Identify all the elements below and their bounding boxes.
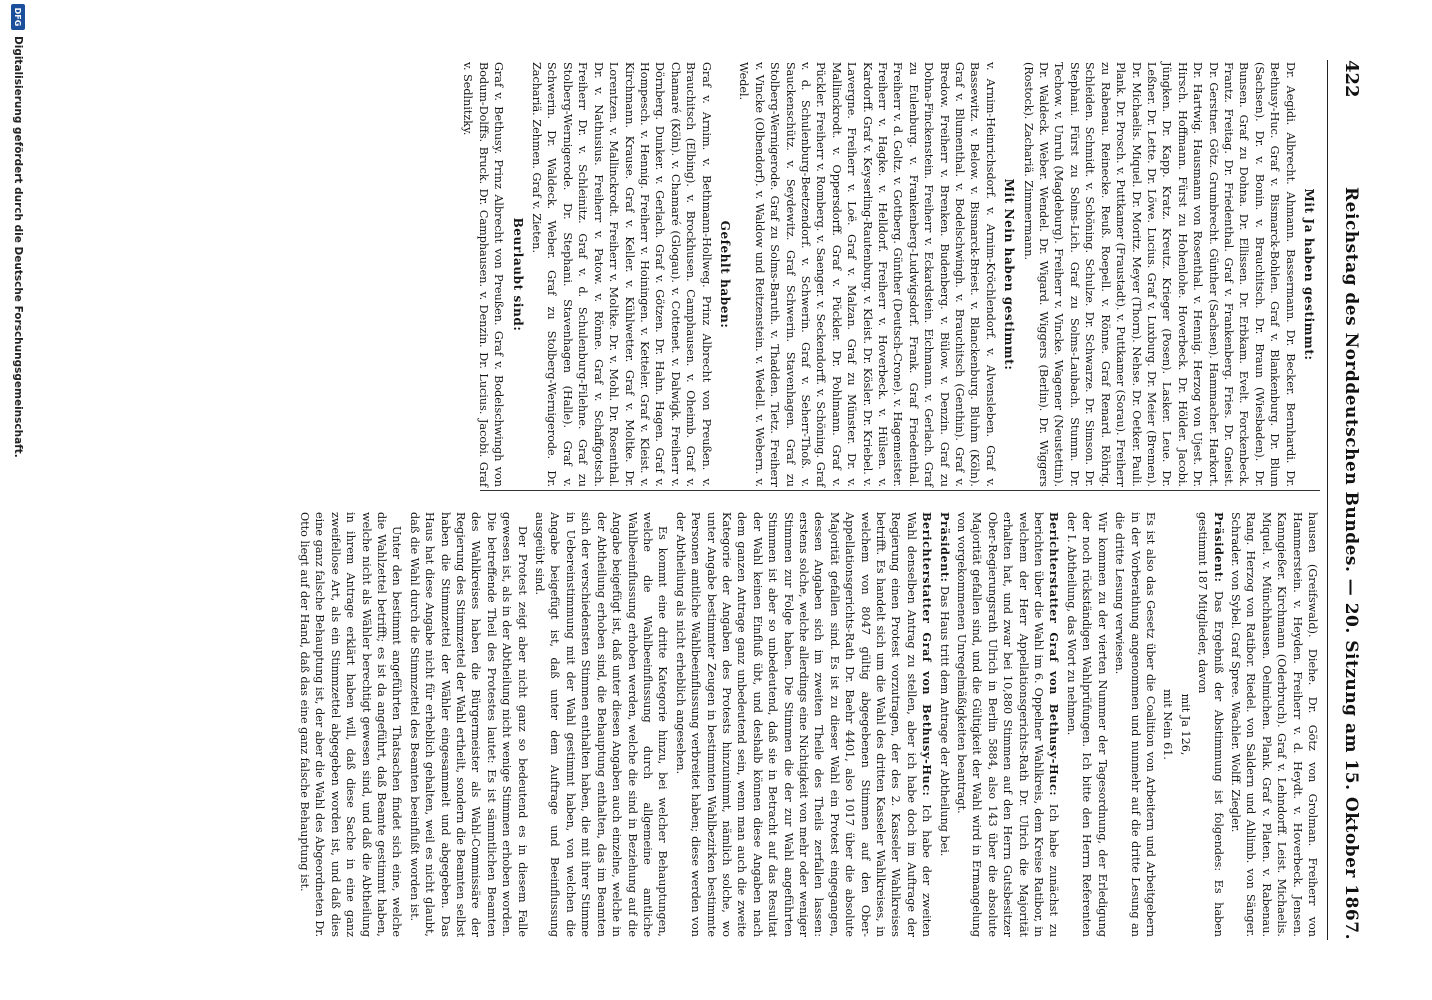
paragraph xyxy=(672,512,934,937)
section-heading: Mit Ja haben gestimmt: xyxy=(1302,188,1316,361)
digitization-footer xyxy=(6,0,30,1000)
speaker-label: Berichterstatter Graf von Bethusy-Huc: xyxy=(1047,512,1062,797)
paragraph xyxy=(529,62,714,487)
paragraph-text: Der Protest zeigt aber nicht ganz so bedeutend es in diesem Falle gewesen ist, als in der Abtheilung nicht wenige Stimmen erhoben worden. Die betreffende Theil des Protestes lautet: Es ist sämmtlichen Beamten des Wahlkreises haben die Bürgermeister als Wahl-Commissäre der Regierung des Stimmzettel der Wahl ertheilt, sondern die Beamten selbst haben die Stimmzettel der Wähler eingesammelt und abgegeben. Das Haus hat diese Angabe nicht für erheblich gehalten, weil es nicht glaubt, daß die Wahl durch die Stimmzettel des Beamten beeinflußt worden ist. xyxy=(407,512,529,937)
paragraph xyxy=(954,512,1062,937)
paragraph-text: Graf v. Bethusy. Prinz Albrecht von Preußen. Graf v. Bodelschwingh von Bodum-Dolffs. Bruck. Dr. Camphausen. v. Denzin. Dr. Lucius. Jacobi. Graf v. Sedlnitzky. xyxy=(461,62,506,487)
paragraph xyxy=(406,512,529,937)
paragraph-text: Wir kommen zu der vierten Nummer der Tagesordnung, der Erledigung der noch rückständigen Wahlprüfungen. Ich bitte den Herrn Referenten der I. Abtheilung, das Wort zu nehmen. xyxy=(1064,512,1109,937)
footer-note-text: Digitalisierung gefördert durch die Deutsche Forschungsgemeinschaft. xyxy=(12,36,24,458)
speaker-label: Präsident: xyxy=(1211,512,1226,583)
vote-count-line: mit Nein 61. xyxy=(1161,689,1175,760)
dfg-logo-icon: DFG xyxy=(11,4,25,30)
left-column xyxy=(461,62,1320,487)
paragraph xyxy=(936,512,951,937)
page-number: 422 xyxy=(1341,60,1362,98)
vote-count-line: mit Ja 126, xyxy=(1178,693,1192,756)
paragraph xyxy=(736,62,998,487)
paragraph-text: Ich habe zunächst zu berichten über die Wahl im 6. Oppelner Wahlkreis, dem Kreise Ratibor, in welchem der Herr Appellationsgerichts-Rath Dr. Ulrich die Majorität erhalten hat, und zwar bei 10,880 Stimmen auf den Herrn Gutsbesitzer Ober-Regierungsrath Ulrich in Berlin 5884, also 143 über die absolute Majorität gefallen sind, und die Gültigkeit der Wahl wird in Ermangelung von vorgekommenen Unregelmäßigkeiten beantragt. xyxy=(955,512,1061,938)
right-column xyxy=(298,512,1320,938)
paragraph xyxy=(297,512,405,937)
paragraph-text: Ich habe der zweiten Wahl denselben Antrag zu stellen, aber ich habe doch im Auftrage der Regierung einen Protest vorzutragen, der des 2. Kasseler Wahlkreises betrifft. Es handelt sich um die Wahl des dritten Kasseler Wahlkreises, in welchem von 8047 gültig abgegebenen Stimmen auf den Ober-Appellationsgerichts-Rath Dr. Baehr 4401, also 1017 über die absolute Majorität gefallen sind. Es ist zu dieser Wahl ein Protest eingegangen, dessen Angaben sich im zweiten Theile des Theils zerfallen lassen: erstens solche, welche allerdings eine Nichtigkeit von mehr oder weniger Stimmen zur Folge haben. Die Stimmen die der zur Wahl angeführten Stimmen ist aber so unbedeutend, daß sie in Betracht auf das Resultat der Wahl keinen Einfluß übt, und deshalb können diese Angaben nach dem ganzen Antrage ganz unbedeutend sein, wenn man auch die zweite Kategorie der Angaben des Protests hinzunimmt, nämlich solche, wo unter Angabe bestimmter Zeugen in bestimmten Wahlbezirken bestimmte Personen amtliche Wahlbeeinflussung verbreitet haben; diese werden von der Abtheilung als nicht erheblich angesehen. xyxy=(673,512,934,938)
column-divider xyxy=(480,490,1320,491)
paragraph xyxy=(1112,512,1158,937)
paragraph xyxy=(1064,512,1110,937)
paragraph-text: Unter den bestimmt angeführten Thatsachen findet sich eine, welche die Wahlzettel betrifft; es ist da angeführt, daß Beamte gestimmt haben, welche nicht als Wähler berechtigt gewesen sind, und daß die Abtheilung in ihrem Antrage erklärt haben will, daß diese Sache in eine ganz zweifellose Art, als ein Stimmzettel abgegeben worden ist, und daß dies eine ganz falsche Behauptung ist, der aber die Wahl des Abgeordneten Dr. Otto liegt auf der Hand, daß das eine ganz falsche Behauptung ist. xyxy=(298,512,404,937)
paragraph xyxy=(532,512,671,937)
paragraph xyxy=(1228,512,1320,937)
speaker-label: Berichterstatter Graf von Bethusy-Huc: xyxy=(920,512,935,797)
section-heading: Gefehlt haben: xyxy=(717,220,732,329)
paragraph-text: Es kommt eine dritte Kategorie hinzu, bei welcher Behauptungen, welche die Wahlbeeinflussung durch allgemeine amtliche Wahlbeeinflussung erhoben werden, welche die sind in Beziehung auf die Angabe beigefügt ist, daß unter diesen Angaben auch einzelne, welche in der Abtheilung erhoben sind, die Behauptung enthalten, das im Beamten sich der verschiedensten Stimmen enthalten haben, die mit ihrer Stimme in Uebereinstimmung mit der Wahl gestimmt haben, von welchen die Angabe beigefügt ist, daß unter dem Auftrage und Beeinflussung ausgeübt sind. xyxy=(533,512,670,937)
paragraph xyxy=(1195,512,1226,937)
paragraph-text: v. Arnim-Heinrichsdorf. v. Arnim-Kröchlendorf. v. Alvensleben. Graf v. Bassewitz. v. Below. v. Bismarck-Briest. v. Blanckenburg. Bluhm (Köln). Graf v. Blumenthal. v. Bodelschwingh. v. Brauchitsch (Genthin). Graf v. Bredow. Freiherr v. Brenken. Budenberg. v. Bülow. v. Denzin. Graf zu Dohna-Finckenstein. Freiherr v. Eckardstein. Eichmann. v. Gerlach. Graf zu Eulenburg. v. Frankenberg-Ludwigsdorf. Frank. Graf Friedenthal. Freiherr v. d. Goltz. v. Gottberg. Günther (Deutsch-Crone). v. Hagemeister. Freiherr v. Hagke. v. Helldorf. Freiherr v. Hoverbeck. v. Hülsen. v. Kardorff. Graf v. Keyserling-Rautenburg. v. Kleist. Dr. Kösler. Dr. Kriebel. v. Lavergne. Freiherr v. Loë. Graf v. Malzan. Graf zu Münster. Dr. v. Mallinckrodt. v. Oppersdorff. Graf v. Pückler. Dr. Pohlmann. Graf v. Pückler. Freiherr v. Romberg. v. Saenger. v. Seckendorff. v. Schöning. Graf v. d. Schulenburg-Beetzendorf. v. Schwerin. Graf v. Seherr-Thoß. v. Sauckenschütz. v. Seydewitz. Graf Schwerin. Stavenhagen. Graf zu Stolberg-Wernigerode. Graf zu Solms-Baruth. v. Thadden. Tietz. Freiherr v. Vincke (Olbendorf). v. Waldow und Reitzenstein. v. Wedell. v. Webern. v. Wedel. xyxy=(737,62,997,487)
page-header xyxy=(1327,60,1362,940)
speaker-label: Präsident: xyxy=(937,512,952,583)
paragraph-text: Dr. Aegidi. Albrecht. Ahmann. Bassermann. Dr. Becker. Bernhardi. Dr. Bethusy-Huc. Graf v. Bismarck-Bohlen. Graf v. Blankenburg. Dr. Blum (Sachsen). Dr. v. Bonin. v. Brauchitsch. Dr. Braun (Wiesbaden). Dr. Bunsen. Graf zu Dohna. Dr. Ellissen. Dr. Erbkam. Evelt. Forckenbeck. Frantz. Freitag. Dr. Friedenthal. Graf v. Frankenberg. Fries. Dr. Gneist. Dr. Gerstner. Götz. Grumbrecht. Günther (Sachsen). Hammacher. Harkort. Dr. Hartwig. Hausmann von Rosenthal. v. Hennig. Herzog von Ujest. Dr. Hirsch. Hoffmann. Fürst zu Hohenlohe. Hoverbeck. Dr. Hölder. Jacobi. Jüngken. Dr. Kapp. Kratz. Kreutz. Krieger (Posen). Lasker. Leue. Dr. Leßner. Dr. Lette. Dr. Löwe. Lucius. Graf v. Luxburg. Dr. Meier (Bremen). Dr. Michaelis. Miquel. Dr. Moritz. Meyer (Thorn). Nehse. Dr. Oetker. Pauli. Plank. Dr. Prosch. v. Puttkamer (Fraustadt). v. Puttkamer (Sorau). Freiherr zu Rabenau. Reinecke. Reuß. Roepell. v. Rönne. Graf Renard. Röhrig. Schleiden. Schmidt. v. Schöning. Schulze. Dr. Schwarze. Dr. Simson. Dr. Stephani. Fürst zu Solms-Lich. Graf zu Solms-Laubach. Stumm. Dr. Techow. v. Unruh (Magdeburg). Freiherr v. Vincke. Wagener (Neustettin). Dr. Waldeck. Weber. Wendel. Dr. Wigard. Wiggers (Berlin). Dr. Wiggers (Rostock). Zachariä. Zimmermann. xyxy=(1021,62,1297,487)
paragraph-text: Das Ergebniß der Abstimmung ist folgendes: Es haben gestimmt 187 Mitglieder, davon xyxy=(1196,512,1225,937)
paragraph xyxy=(1020,62,1297,487)
section-heading: Beurlaubt sind: xyxy=(510,217,525,332)
paragraph-text: hausen (Greifswald). Diehe. Dr. Götz von Grolman. Freiherr von Hammerstein. v. Heyden. Freiherr v. d. Heydt. v. Hoverbeck. Jensen. Kanngießer. Kirchmann (Oderbruch). Graf v. Lehndorff. Leist. Michaelis. Miquel. v. Münchhausen. Oelmichen. Plank. Graf v. Platen. v. Rabenau. Rang. Herzog von Ratibor. Riedel. von Saldern und Ahlimb. von Sänger. Schrader. von Sybel. Graf Spree. Wachler. Wolff. Ziegler. xyxy=(1228,512,1319,937)
paragraph xyxy=(460,62,506,487)
paragraph-text: Das Haus tritt dem Antrage der Abtheilung bei. xyxy=(937,586,951,857)
paragraph-text: Es ist also das Gesetz über die Coalition von Arbeitern und Arbeitgebern in der Vorberathung angenommen und nunmehr auf die dritte Lesung an die dritte Lesung verwiesen. xyxy=(1113,512,1157,937)
section-heading: Mit Nein haben gestimmt: xyxy=(1002,178,1017,371)
paragraph-text: Graf v. Arnim. v. Bethmann-Hollweg. Prinz Albrecht von Preußen. v. Brauchitsch (Elbing). v. Brockhusen. Camphausen. v. Oheimb. Graf v. Chamaré (Köln). v. Chamaré (Glogau). v. Cottenet. v. Dalwigk. Freiherr v. Dörnberg. Dunker. v. Gerlach. Graf v. Götzen. Dr. Hahn. Hagen. Graf v. Hompesch. v. Hennig. Freiherr v. Hoiningen. v. Ketteler. Graf v. Kleist. v. Kirchmann. Krause. Graf v. Keller. v. Kühlwetter. Graf v. Moltke. Dr. Lorentzen. v. Mallinckrodt. Freiherr v. Moltke. Dr. v. Mohl. Dr. Rosenthal. Dr. v. Nathusius. Freiherr v. Patow. v. Rönne. Graf v. Schaffgotsch. Freiherr Dr. v. Schleinitz. Graf v. d. Schulenburg-Filehne. Graf zu Stolberg-Wernigerode. Dr. Stephani. Stavenhagen (Halle). Graf v. Schwerin. Dr. Waldeck. Weber. Graf zu Stolberg-Wernigerode. Dr. Zachariä. Zehmen. Graf v. Zieten. xyxy=(530,62,713,487)
running-title: Reichstag des Norddeutschen Bundes. — 20. Sitzung am 15. Oktober 1867. xyxy=(1341,187,1361,940)
